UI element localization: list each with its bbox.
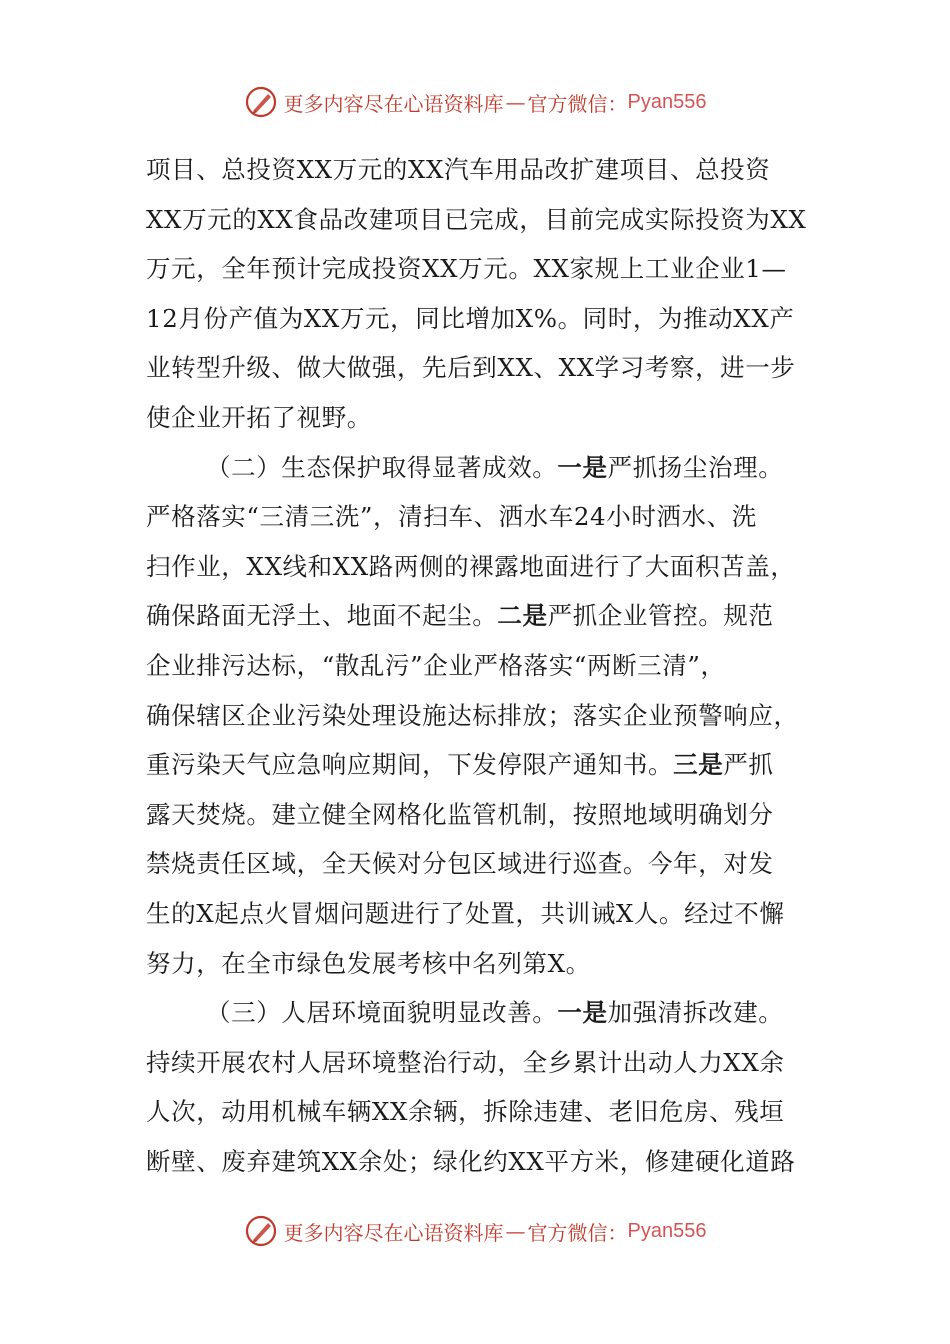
inline-text: 重污染天气应急响应期间，下发停限产通知书。 [146, 750, 674, 780]
text-line: 持续开展农村人居环境整治行动，全乡累计出动人力XX余 [146, 1047, 785, 1077]
emphasis-text: 二是 [497, 601, 548, 631]
text-line: 露天焚烧。建立健全网格化监管机制，按照地域明确划分 [146, 799, 774, 829]
section-three-first-line [146, 988, 806, 1038]
quill-logo-icon [244, 85, 278, 119]
text-line: 业转型升级、做大做强，先后到XX、XX学习考察，进一步 [146, 353, 796, 383]
text-line: 禁烧责任区域，全天候对分包区域进行巡查。今年，对发 [146, 849, 774, 879]
text-line: 严格落实“三清三洗”，清扫车、洒水车24小时洒水、洗 [146, 502, 757, 532]
footer-separator: — [505, 1219, 526, 1243]
header-separator: — [505, 90, 526, 114]
section-heading: （三）人居环境面貌明显改善。 [206, 998, 558, 1028]
emphasis-text: 一是 [557, 452, 608, 482]
header-wechat-label: 官方微信： [527, 91, 628, 116]
text-line: 断壁、废弃建筑XX余处；绿化约XX平方米，修建硬化道路 [146, 1146, 796, 1176]
watermark-header [0, 82, 950, 122]
watermark-footer [0, 1211, 950, 1251]
emphasis-text: 一是 [557, 998, 608, 1028]
text-line: 扫作业，XX线和XX路两侧的裸露地面进行了大面积苫盖， [146, 551, 796, 581]
text-line: 企业排污达标，“散乱污”企业严格落实“两断三清”， [146, 650, 726, 680]
text-line: XX万元的XX食品改建项目已完成，目前完成实际投资为XX [146, 204, 807, 234]
inline-text: 确保路面无浮土、地面不起尘。 [146, 601, 498, 631]
inline-text: 严抓扬尘治理。 [607, 452, 784, 482]
header-site-name: 更多内容尽在心语资料库 [283, 91, 504, 116]
document-body [146, 145, 806, 1186]
text-line [146, 740, 806, 790]
footer-wechat-label: 官方微信： [527, 1220, 628, 1245]
inline-text: 严抓企业管控。规范 [547, 601, 774, 631]
footer-wechat-id: Pyan556 [627, 1219, 707, 1242]
text-line: 努力，在全市绿色发展考核中名列第X。 [146, 948, 591, 978]
text-line: 项目、总投资XX万元的XX汽车用品改扩建项目、总投资 [146, 155, 771, 184]
inline-text: 严抓 [723, 750, 774, 780]
quill-logo-icon [244, 1214, 278, 1248]
text-line: 12月份产值为XX万元，同比增加X%。同时，为推动XX产 [146, 303, 795, 333]
text-line: 人次，动用机械车辆XX余辆，拆除违建、老旧危房、残垣 [146, 1097, 785, 1127]
text-line [146, 591, 806, 641]
section-heading: （二）生态保护取得显著成效。 [206, 452, 558, 482]
text-line: 万元，全年预计完成投资XX万元。XX家规上工业企业1— [146, 254, 787, 284]
emphasis-text: 三是 [673, 750, 724, 780]
footer-site-name: 更多内容尽在心语资料库 [283, 1220, 504, 1245]
text-line: 使企业开拓了视野。 [146, 402, 372, 432]
inline-text: 加强清拆改建。 [607, 998, 784, 1028]
section-two-first-line [146, 443, 806, 493]
header-wechat-id: Pyan556 [627, 90, 707, 113]
text-line: 确保辖区企业污染处理设施达标排放；落实企业预警响应， [146, 700, 799, 730]
text-line: 生的X起点火冒烟问题进行了处置，共训诫X人。经过不懈 [146, 898, 785, 928]
